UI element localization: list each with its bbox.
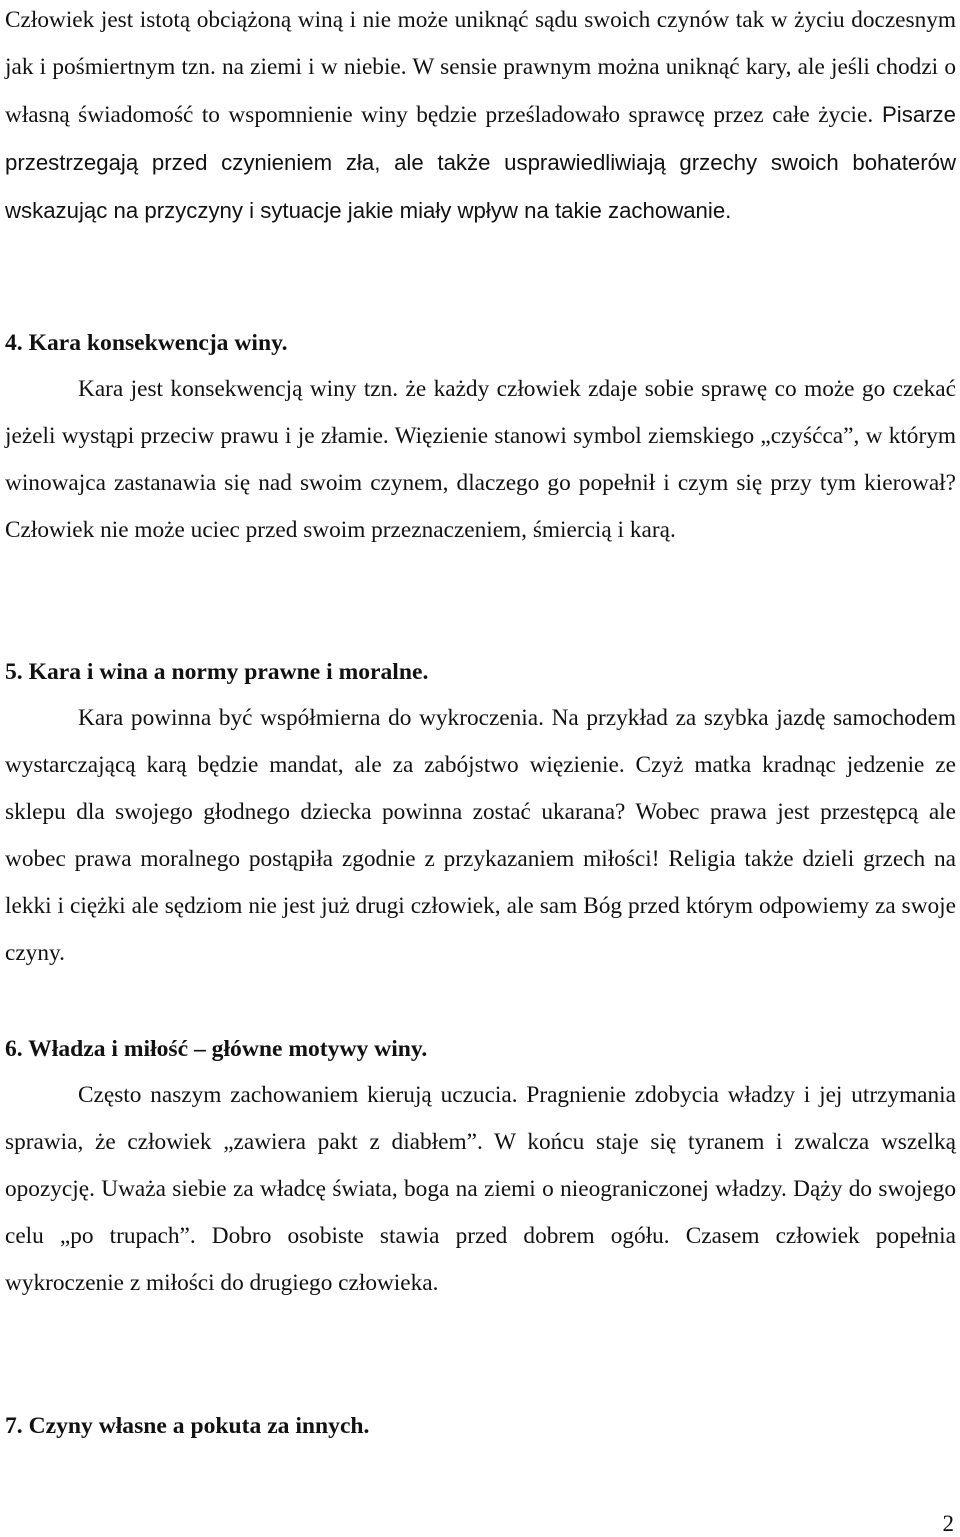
section-4-paragraph: Kara jest konsekwencją winy tzn. że każdy człowiek zdaje sobie sprawę co może go czekać jeżeli wystąpi przeciw prawu i je złamie. Więzienie stanowi symbol ziemskiego „czyśćca”, w którym winowajca zastanawia się nad swoim czynem, dlaczego go popełnił i czym się przy tym kierował? Człowiek nie może uciec przed swoim przeznaczeniem, śmiercią i karą. — [5, 376, 956, 543]
intro-paragraph — [5, 0, 956, 235]
section-7-heading: 7. Czyny własne a pokuta za innych. — [5, 1413, 370, 1439]
section-6-paragraph: Często naszym zachowaniem kierują uczucia. Pragnienie zdobycia władzy i jej utrzymania sprawia, że człowiek „zawiera pakt z diabłem”. W końcu staje się tyranem i zwalcza wszelką opozycję. Uważa siebie za władcę świata, boga na ziemi o nieograniczonej władzy. Dąży do swojego celu „po trupach”. Dobro osobiste stawia przed dobrem ogółu. Czasem człowiek popełnia wykroczenie z miłości do drugiego człowieka. — [5, 1082, 956, 1296]
intro-text-sans: Pisarze przestrzegają przed czynieniem zła, ale także usprawiedliwiają grzechy swoich bohaterów wskazując na przyczyny i sytuacje jakie miały wpływ na takie zachowanie. — [5, 102, 956, 223]
page-number: 2 — [942, 1511, 954, 1536]
intro-text: Człowiek jest istotą obciążoną winą i nie może uniknąć sądu swoich czynów tak w życiu doczesnym jak i pośmiertnym tzn. na ziemi i w niebie. W sensie prawnym można uniknąć kary, ale jeśli chodzi o własną świadomość to wspomnienie winy będzie prześladowało sprawcę przez całe życie. — [5, 7, 956, 128]
section-6-heading: 6. Władza i miłość – główne motywy winy. — [5, 1036, 428, 1062]
section-4-heading: 4. Kara konsekwencja winy. — [5, 330, 288, 356]
section-5-heading: 5. Kara i wina a normy prawne i moralne. — [5, 659, 429, 685]
section-5-paragraph: Kara powinna być współmierna do wykroczenia. Na przykład za szybka jazdę samochodem wystarczającą karą będzie mandat, ale za zabójstwo więzienie. Czyż matka kradnąc jedzenie ze sklepu dla swojego głodnego dziecka powinna zostać ukarana? Wobec prawa jest przestępcą ale wobec prawa moralnego postąpiła zgodnie z przykazaniem miłości! Religia także dzieli grzech na lekki i ciężki ale sędziom nie jest już drugi człowiek, ale sam Bóg przed którym odpowiemy za swoje czyny. — [5, 705, 956, 966]
